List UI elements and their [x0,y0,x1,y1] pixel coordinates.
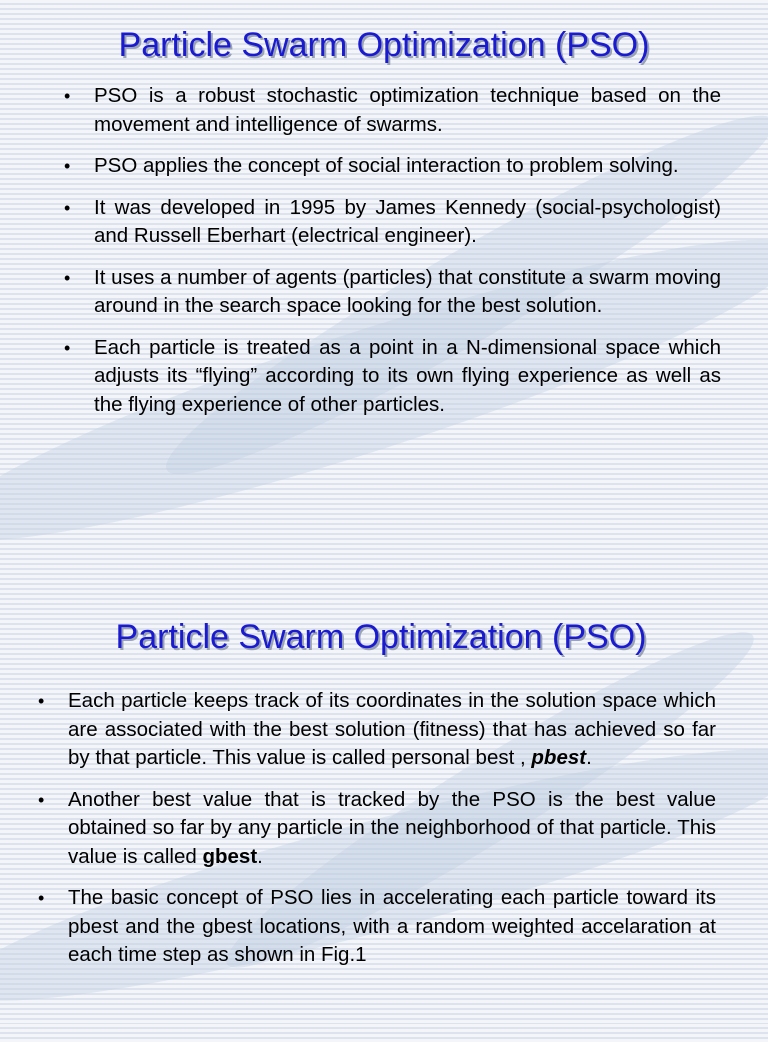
list-item [38,687,716,773]
slide-2 [0,512,768,1024]
bullet-text: It uses a number of agents (particles) that constitute a swarm moving around in the search space looking for the best solution. [94,265,721,317]
bullet-list [38,687,716,983]
bullet-text: The basic concept of PSO lies in accelerating each particle toward its pbest and the gbest locations, with a random weighted accelaration at each time step as shown in Fig.1 [68,886,716,966]
slide-title: Particle Swarm Optimization (PSO) [118,26,650,64]
bullet-text: It was developed in 1995 by James Kennedy (social-psychologist) and Russell Eberhart (electrical engineer). [94,195,721,247]
bullet-tail: . [257,844,263,868]
bullet-text: PSO is a robust stochastic optimization technique based on the movement and intelligence of swarms. [94,84,721,136]
list-item [64,82,721,139]
bullet-icon: • [64,156,71,176]
slide-1 [0,0,768,512]
gbest-term: gbest [202,844,258,868]
list-item [38,786,716,872]
bullet-icon: • [64,197,71,218]
pbest-term: pbest [531,746,587,769]
bullet-list [64,82,721,432]
list-item [64,194,721,251]
bullet-text: Another best value that is tracked by the PSO is the best value obtained so far by any particle in the neighborhood of that particle. This value is called [68,787,716,868]
bullet-icon: • [64,267,71,288]
bullet-icon: • [64,337,71,358]
bullet-text: PSO applies the concept of social interaction to problem solving. [94,154,679,177]
bullet-icon: • [38,888,45,908]
bullet-text: Each particle is treated as a point in a N-dimensional space which adjusts its “flying” according to its own flying experience as well as the flying experience of other particles. [94,335,721,416]
bullet-text: Each particle keeps track of its coordinates in the solution space which are associated with the best solution (fitness) that has achieved so far by that particle. This value is called personal best , [68,689,716,769]
bullet-icon: • [38,691,45,711]
list-item [64,334,721,420]
bullet-icon: • [38,789,45,810]
list-item [64,152,721,181]
list-item [38,884,716,970]
slide-title: Particle Swarm Optimization (PSO) [115,618,647,656]
bullet-icon: • [64,86,71,106]
list-item [64,264,721,321]
bullet-tail: . [586,746,592,769]
